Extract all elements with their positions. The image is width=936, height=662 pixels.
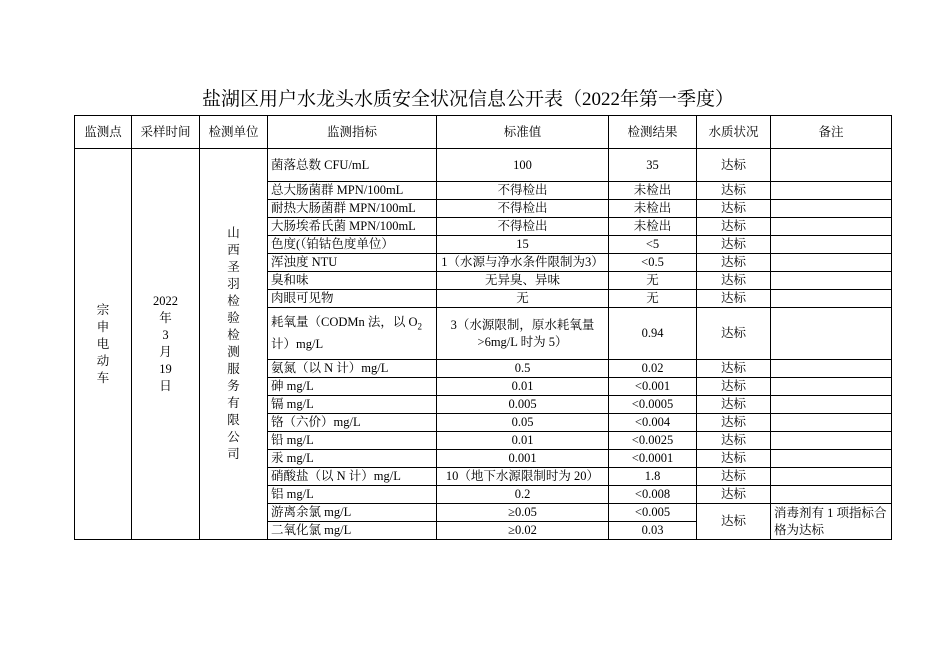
indicator-cell: 浑浊度 NTU <box>268 254 437 272</box>
result-cell: 无 <box>609 272 697 290</box>
indicator-cell: 砷 mg/L <box>268 378 437 396</box>
status-cell: 达标 <box>697 218 771 236</box>
standard-cell: 0.005 <box>437 396 609 414</box>
status-cell: 达标 <box>697 290 771 308</box>
standard-cell: 不得检出 <box>437 218 609 236</box>
result-cell: <0.0001 <box>609 450 697 468</box>
indicator-cell: 铬（六价）mg/L <box>268 414 437 432</box>
status-cell: 达标 <box>697 149 771 182</box>
result-cell: <0.0025 <box>609 432 697 450</box>
standard-cell: 0.01 <box>437 432 609 450</box>
testing-unit-cell: 山 西 圣 羽 检 验 检 测 服 务 有 限 公 司 <box>200 149 268 540</box>
standard-cell: 0.05 <box>437 414 609 432</box>
standard-cell: 10（地下水源限制时为 20） <box>437 468 609 486</box>
result-cell: 未检出 <box>609 200 697 218</box>
remark-cell <box>771 468 892 486</box>
monitoring-point-cell: 宗 申 电 动 车 <box>75 149 132 540</box>
indicator-cell: 肉眼可见物 <box>268 290 437 308</box>
indicator-cell: 汞 mg/L <box>268 450 437 468</box>
result-cell: 未检出 <box>609 218 697 236</box>
status-cell: 达标 <box>697 254 771 272</box>
standard-cell: 0.001 <box>437 450 609 468</box>
remark-cell <box>771 414 892 432</box>
status-cell: 达标 <box>697 182 771 200</box>
result-cell: <0.5 <box>609 254 697 272</box>
result-cell: 1.8 <box>609 468 697 486</box>
header-cell: 监测点 <box>75 116 132 149</box>
status-cell: 达标 <box>697 396 771 414</box>
table-row <box>75 149 892 182</box>
result-cell: 35 <box>609 149 697 182</box>
header-cell: 水质状况 <box>697 116 771 149</box>
remark-cell <box>771 486 892 504</box>
standard-cell: ≥0.02 <box>437 522 609 540</box>
remark-cell <box>771 432 892 450</box>
result-cell: 0.03 <box>609 522 697 540</box>
standard-cell: 0.2 <box>437 486 609 504</box>
remark-cell <box>771 290 892 308</box>
disinfectant-remark-cell: 消毒剂有 1 项指标合格为达标 <box>771 504 892 540</box>
disinfectant-status-cell: 达标 <box>697 504 771 540</box>
result-cell: 0.02 <box>609 360 697 378</box>
remark-cell <box>771 149 892 182</box>
remark-cell <box>771 450 892 468</box>
water-quality-table <box>74 115 892 540</box>
status-cell: 达标 <box>697 272 771 290</box>
result-cell: <5 <box>609 236 697 254</box>
header-cell: 备注 <box>771 116 892 149</box>
standard-cell: 不得检出 <box>437 182 609 200</box>
result-cell: <0.001 <box>609 378 697 396</box>
indicator-cell: 大肠埃希氏菌 MPN/100mL <box>268 218 437 236</box>
remark-cell <box>771 254 892 272</box>
remark-cell <box>771 308 892 360</box>
remark-cell <box>771 360 892 378</box>
standard-cell: 无 <box>437 290 609 308</box>
header-cell: 采样时间 <box>132 116 200 149</box>
standard-cell: 0.5 <box>437 360 609 378</box>
result-cell: 未检出 <box>609 182 697 200</box>
status-cell: 达标 <box>697 378 771 396</box>
status-cell: 达标 <box>697 450 771 468</box>
indicator-cell: 菌落总数 CFU/mL <box>268 149 437 182</box>
header-cell: 检测结果 <box>609 116 697 149</box>
indicator-cell: 二氧化氯 mg/L <box>268 522 437 540</box>
status-cell: 达标 <box>697 236 771 254</box>
sampling-time-cell: 2022 年 3 月 19 日 <box>132 149 200 540</box>
result-cell: <0.004 <box>609 414 697 432</box>
status-cell: 达标 <box>697 468 771 486</box>
status-cell: 达标 <box>697 432 771 450</box>
remark-cell <box>771 396 892 414</box>
remark-cell <box>771 200 892 218</box>
header-cell: 监测指标 <box>268 116 437 149</box>
indicator-cell: 游离余氯 mg/L <box>268 504 437 522</box>
remark-cell <box>771 378 892 396</box>
remark-cell <box>771 236 892 254</box>
header-row <box>75 116 892 149</box>
status-cell: 达标 <box>697 414 771 432</box>
result-cell: 无 <box>609 290 697 308</box>
indicator-cell: 镉 mg/L <box>268 396 437 414</box>
standard-cell: ≥0.05 <box>437 504 609 522</box>
result-cell: <0.0005 <box>609 396 697 414</box>
standard-cell: 0.01 <box>437 378 609 396</box>
remark-cell <box>771 218 892 236</box>
result-cell: <0.005 <box>609 504 697 522</box>
indicator-cell: 硝酸盐（以 N 计）mg/L <box>268 468 437 486</box>
remark-cell <box>771 272 892 290</box>
result-cell: <0.008 <box>609 486 697 504</box>
indicator-cell: 臭和味 <box>268 272 437 290</box>
header-cell: 检测单位 <box>200 116 268 149</box>
status-cell: 达标 <box>697 308 771 360</box>
standard-cell: 3（水源限制，原水耗氧量 >6mg/L 时为 5） <box>437 308 609 360</box>
indicator-cell: 铝 mg/L <box>268 486 437 504</box>
status-cell: 达标 <box>697 200 771 218</box>
status-cell: 达标 <box>697 360 771 378</box>
indicator-cell: 色度(（铂钴色度单位） <box>268 236 437 254</box>
header-cell: 标准值 <box>437 116 609 149</box>
indicator-cell: 耗氧量（CODMn 法，以 $O_2$ 计）mg/L <box>268 308 437 360</box>
page-title: 盐湖区用户水龙头水质安全状况信息公开表（2022年第一季度） <box>201 89 734 110</box>
standard-cell: 无异臭、异味 <box>437 272 609 290</box>
remark-cell <box>771 182 892 200</box>
indicator-cell: 总大肠菌群 MPN/100mL <box>268 182 437 200</box>
indicator-cell: 铅 mg/L <box>268 432 437 450</box>
standard-cell: 15 <box>437 236 609 254</box>
indicator-cell: 耐热大肠菌群 MPN/100mL <box>268 200 437 218</box>
indicator-cell: 氨氮（以 N 计）mg/L <box>268 360 437 378</box>
standard-cell: 100 <box>437 149 609 182</box>
standard-cell: 不得检出 <box>437 200 609 218</box>
status-cell: 达标 <box>697 486 771 504</box>
result-cell: 0.94 <box>609 308 697 360</box>
standard-cell: 1（水源与净水条件限制为3） <box>437 254 609 272</box>
